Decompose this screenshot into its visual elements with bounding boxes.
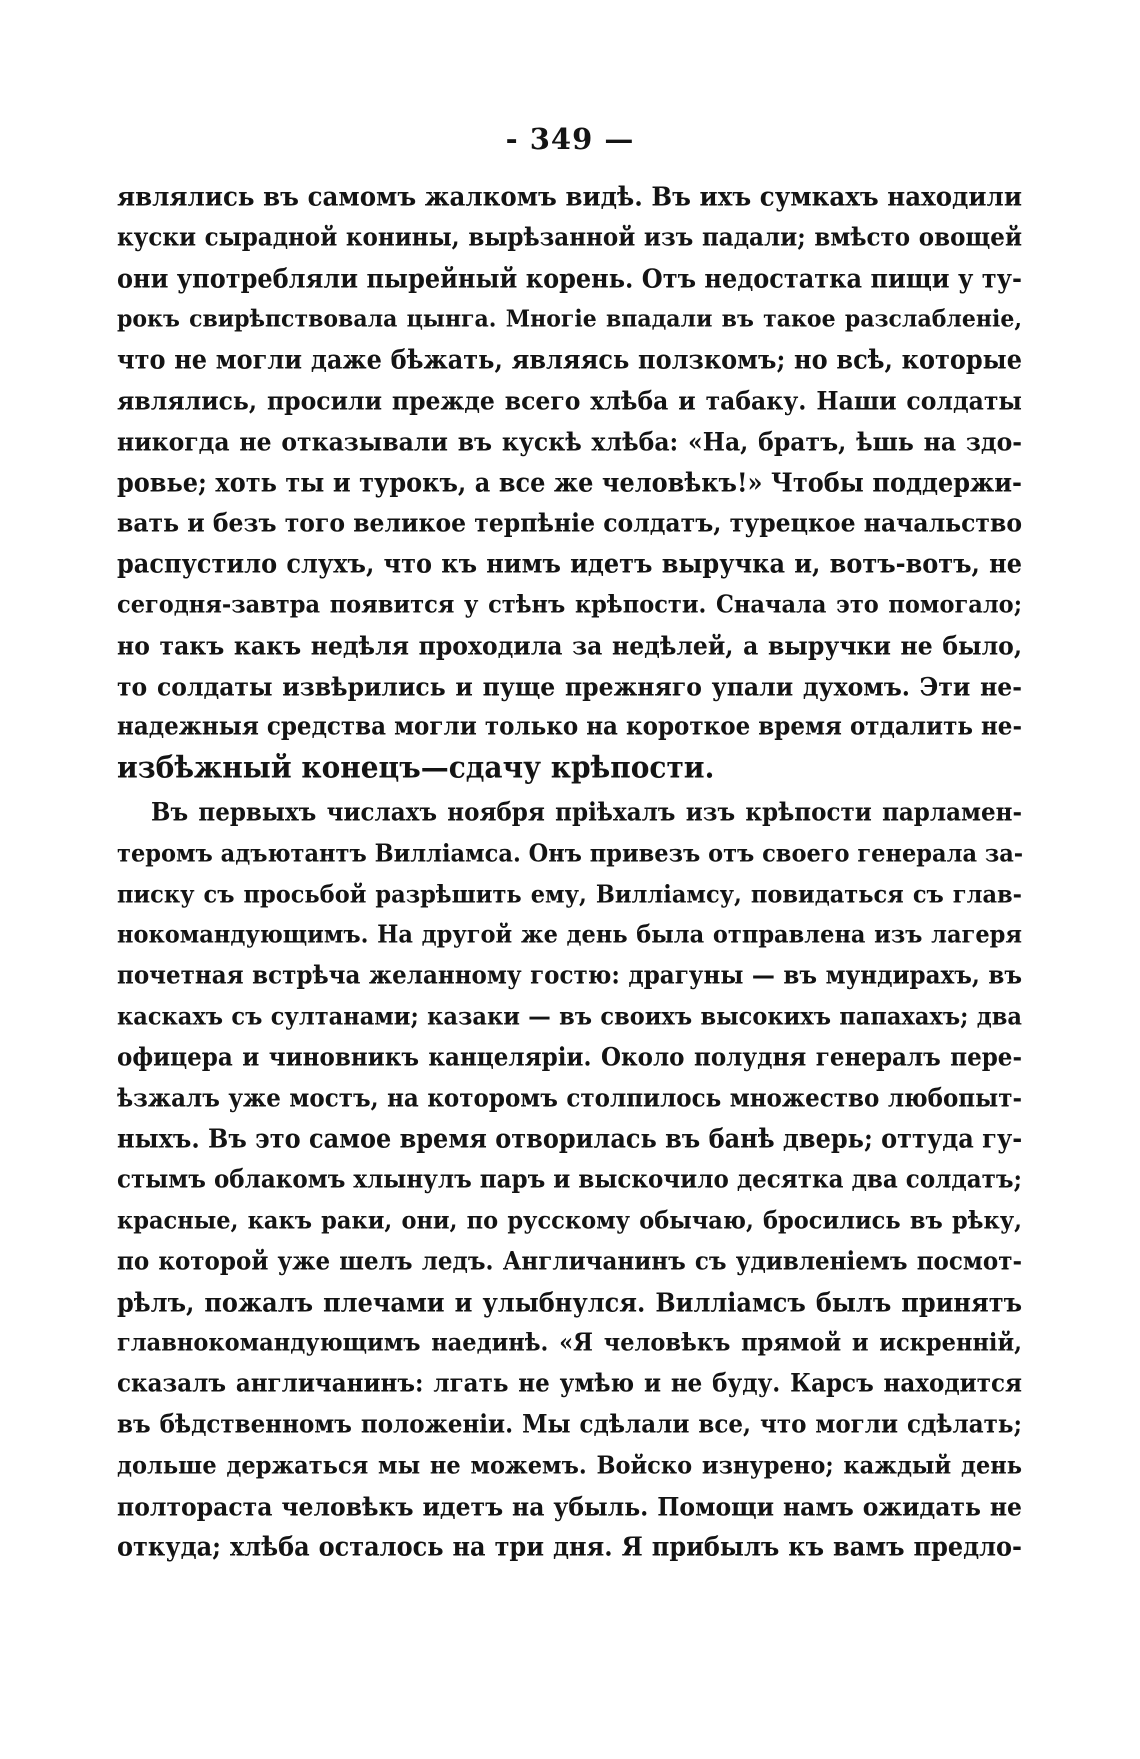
- text-line: полтораста человѣкъ идетъ на убыль. Помощи намъ ожидать не: [117, 1491, 1022, 1522]
- text-line: избѣжный конецъ—сдачу крѣпости.: [117, 749, 715, 786]
- paragraph-1: [117, 177, 1022, 789]
- text-line: писку съ просьбой разрѣшить ему, Вилліамсу, повидаться съ глав-: [117, 880, 1022, 909]
- text-line: рѣлъ, пожалъ плечами и улыбнулся. Вилліамсъ былъ принятъ: [117, 1286, 1022, 1318]
- text-line: въ бѣдственномъ положеніи. Мы сдѣлали все, что могли сдѣлать;: [117, 1409, 1022, 1439]
- text-line: вать и безъ того великое терпѣніе солдатъ, турецкое начальство: [117, 508, 1022, 539]
- text-line: являлись, просили прежде всего хлѣба и табаку. Наши солдаты: [117, 385, 1022, 417]
- text-line: главнокомандующимъ наединѣ. «Я человѣкъ прямой и искренній,: [117, 1329, 1022, 1358]
- text-line: Въ первыхъ числахъ ноября пріѣхалъ изъ крѣпости парламен-: [151, 797, 1022, 827]
- text-line: нокомандующимъ. На другой же день была отправлена изъ лагеря: [117, 921, 1022, 950]
- text-line: офицера и чиновникъ канцеляріи. Около полудня генералъ пере-: [117, 1042, 1022, 1072]
- body-text: [117, 177, 1022, 1568]
- text-line: рокъ свирѣпствовала цынга. Многіе впадали въ такое разслабленіе,: [117, 305, 1022, 334]
- text-line: каскахъ съ султанами; казаки — въ своихъ высокихъ папахахъ; два: [117, 1002, 1022, 1031]
- text-line: красные, какъ раки, они, по русскому обычаю, бросились въ рѣку,: [117, 1206, 1022, 1235]
- text-line: то солдаты извѣрились и пуще прежняго упали духомъ. Эти не-: [117, 671, 1022, 702]
- text-line: распустило слухъ, что къ нимъ идетъ выручка и, вотъ-вотъ, не: [117, 547, 1022, 580]
- text-line: надежныя средства могли только на короткое время отдалить не-: [117, 712, 1022, 742]
- text-line: ровье; хоть ты и турокъ, а все же человѣкъ!» Чтобы поддержи-: [117, 466, 1022, 498]
- text-line: сегодня-завтра появится у стѣнъ крѣпости. Сначала это помогало;: [117, 590, 1022, 619]
- text-line: являлись въ самомъ жалкомъ видѣ. Въ ихъ сумкахъ находили: [117, 180, 1022, 213]
- text-line: что не могли даже бѣжать, являясь ползкомъ; но всѣ, которые: [117, 343, 1022, 376]
- paragraph-2: [117, 793, 1022, 1568]
- text-line: почетная встрѣча желанному гостю: драгуны — въ мундирахъ, въ: [117, 960, 1022, 991]
- text-line: откуда; хлѣба осталось на три дня. Я прибылъ къ вамъ предло-: [117, 1531, 1022, 1563]
- text-line: они употребляли пырейный корень. Отъ недостатка пищи у ту-: [117, 262, 1022, 294]
- text-line: дольше держаться мы не можемъ. Войско изнурено; каждый день: [117, 1451, 1022, 1480]
- text-line: но такъ какъ недѣля проходила за недѣлей, а выручки не было,: [117, 630, 1022, 661]
- text-line: сказалъ англичанинъ: лгать не умѣю и не буду. Карсъ находится: [117, 1368, 1022, 1399]
- text-line: куски сырадной конины, вырѣзанной изъ падали; вмѣсто овощей: [117, 222, 1022, 252]
- text-line: по которой уже шелъ ледъ. Англичанинъ съ удивленіемъ посмот-: [117, 1246, 1022, 1276]
- text-line: теромъ адъютантъ Вилліамса. Онъ привезъ отъ своего генерала за-: [117, 839, 1024, 868]
- text-line: стымъ облакомъ хлынулъ паръ и выскочило десятка два солдатъ;: [117, 1164, 1022, 1195]
- page-number: - 349 —: [505, 122, 635, 156]
- text-line: никогда не отказывали въ кускѣ хлѣба: «На, братъ, ѣшь на здо-: [117, 426, 1022, 457]
- text-line: ныхъ. Въ это самое время отворилась въ банѣ дверь; оттуда гу-: [117, 1123, 1023, 1155]
- text-line: ѣзжалъ уже мостъ, на которомъ столпилось множество любопыт-: [117, 1083, 1022, 1113]
